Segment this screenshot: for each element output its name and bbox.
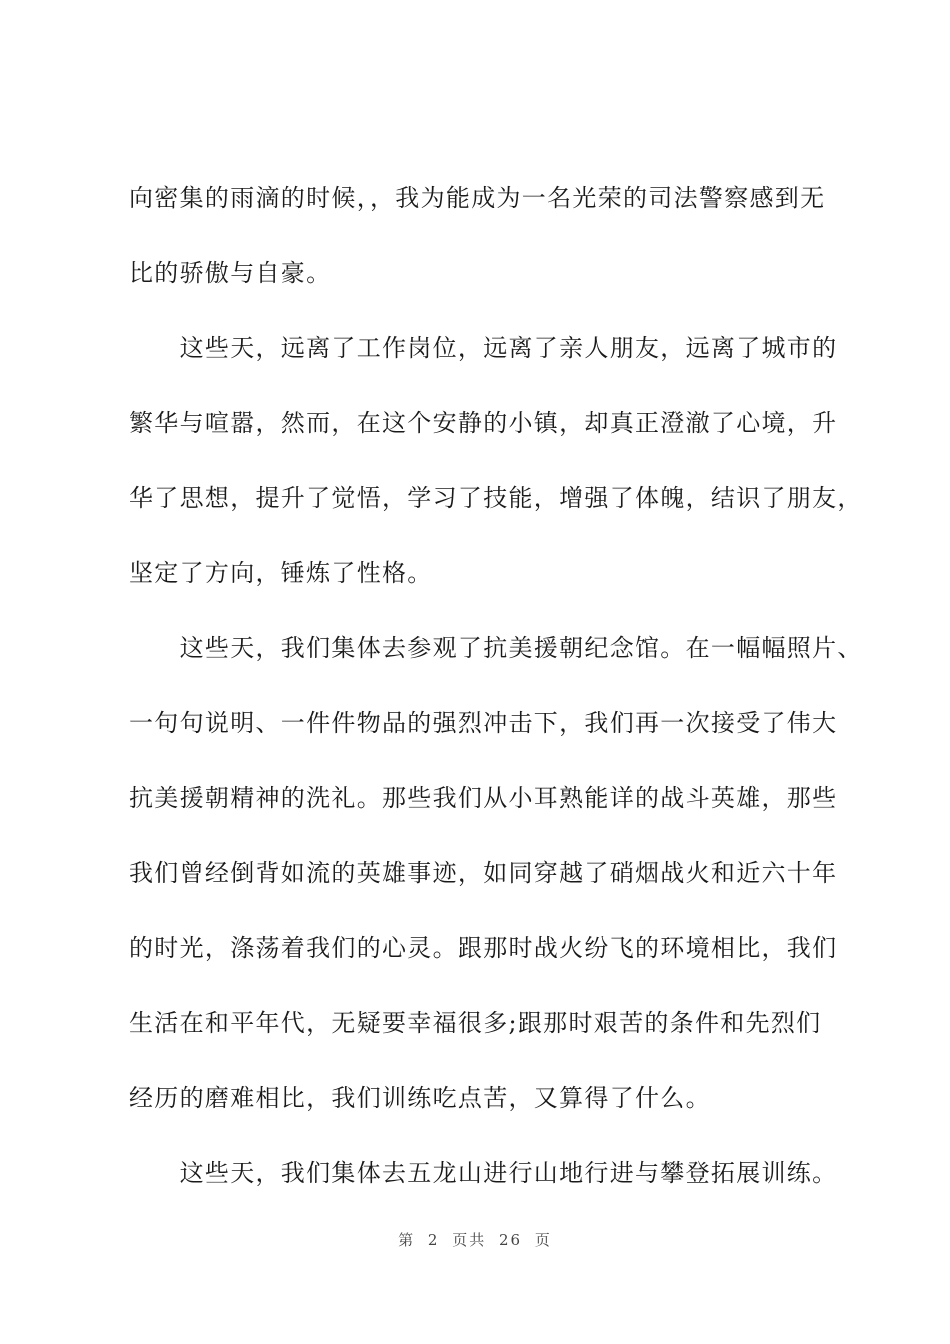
text-line: 生活在和平年代，无疑要幸福很多;跟那时艰苦的条件和先烈们 — [129, 1009, 822, 1037]
text-line: 这些天，我们集体去五龙山进行山地行进与攀登拓展训练。 — [129, 1159, 838, 1187]
text-line: 华了思想，提升了觉悟，学习了技能，增强了体魄，结识了朋友， — [129, 484, 863, 512]
text-line: 抗美援朝精神的洗礼。那些我们从小耳熟能详的战斗英雄，那些 — [129, 784, 838, 812]
text-line: 我们曾经倒背如流的英雄事迹，如同穿越了硝烟战火和近六十年 — [129, 859, 838, 887]
text-line: 繁华与喧嚣，然而，在这个安静的小镇，却真正澄澈了心境，升 — [129, 409, 838, 437]
text-line: 坚定了方向，锤炼了性格。 — [129, 559, 433, 587]
text-line: 的时光，涤荡着我们的心灵。跟那时战火纷飞的环境相比，我们 — [129, 934, 838, 962]
text-line: 这些天，我们集体去参观了抗美援朝纪念馆。在一幅幅照片、 — [129, 634, 863, 662]
text-line: 一句句说明、一件件物品的强烈冲击下，我们再一次接受了伟大 — [129, 709, 838, 737]
body-text — [129, 170, 863, 1220]
text-line: 向密集的雨滴的时候，，我为能成为一名光荣的司法警察感到无 — [129, 184, 826, 212]
text-line: 这些天，远离了工作岗位，远离了亲人朋友，远离了城市的 — [129, 334, 838, 362]
text-line: 经历的磨难相比，我们训练吃点苦，又算得了什么。 — [129, 1084, 711, 1112]
text-line: 比的骄傲与自豪。 — [129, 259, 332, 287]
page-number-footer: 第 2 页共 26 页 — [398, 1231, 552, 1249]
